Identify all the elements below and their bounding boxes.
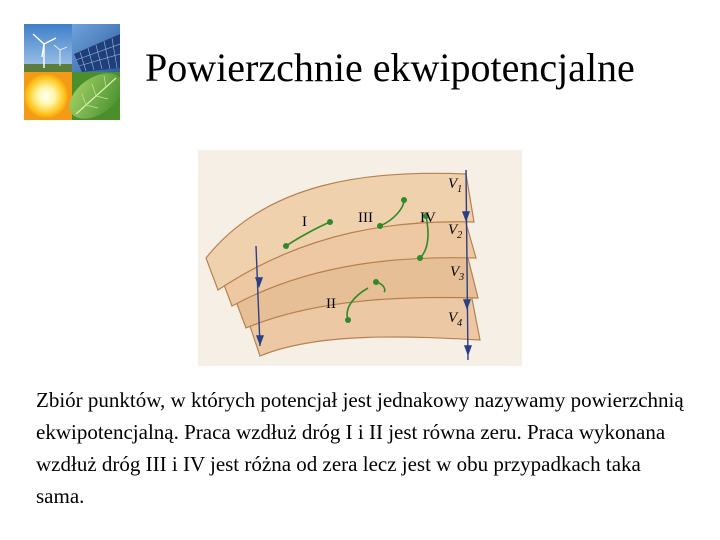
sun-icon [24, 72, 72, 120]
path-label-II: II [326, 296, 336, 312]
path-label-IV: IV [420, 210, 436, 226]
surface-label-v1: $V_1$ [448, 176, 463, 195]
surface-label-v4: $V_4$ [448, 310, 463, 329]
slide-title: Powierzchnie ekwipotencjalne [145, 45, 635, 90]
path-label-I: I [302, 214, 307, 230]
slide-body-text: Zbiór punktów, w których potencjał jest jednakowy nazywamy powierzchnią ekwipotencjalną. Praca wzdłuż dróg I i II jest równa zeru. Praca wykonana wzdłuż dróg III i IV jest różna od zera lecz jest w obu przypadkach taka sama. [36, 388, 684, 508]
surface-label-v2: $V_2$ [448, 222, 463, 241]
wind-turbine-icon [24, 24, 72, 72]
path-label-III: III [358, 210, 373, 226]
equipotential-surfaces-figure [198, 150, 522, 366]
surface-label-v3: $V_3$ [450, 264, 465, 283]
logo-energy-collage [24, 24, 120, 120]
solar-panel-icon [72, 24, 120, 72]
